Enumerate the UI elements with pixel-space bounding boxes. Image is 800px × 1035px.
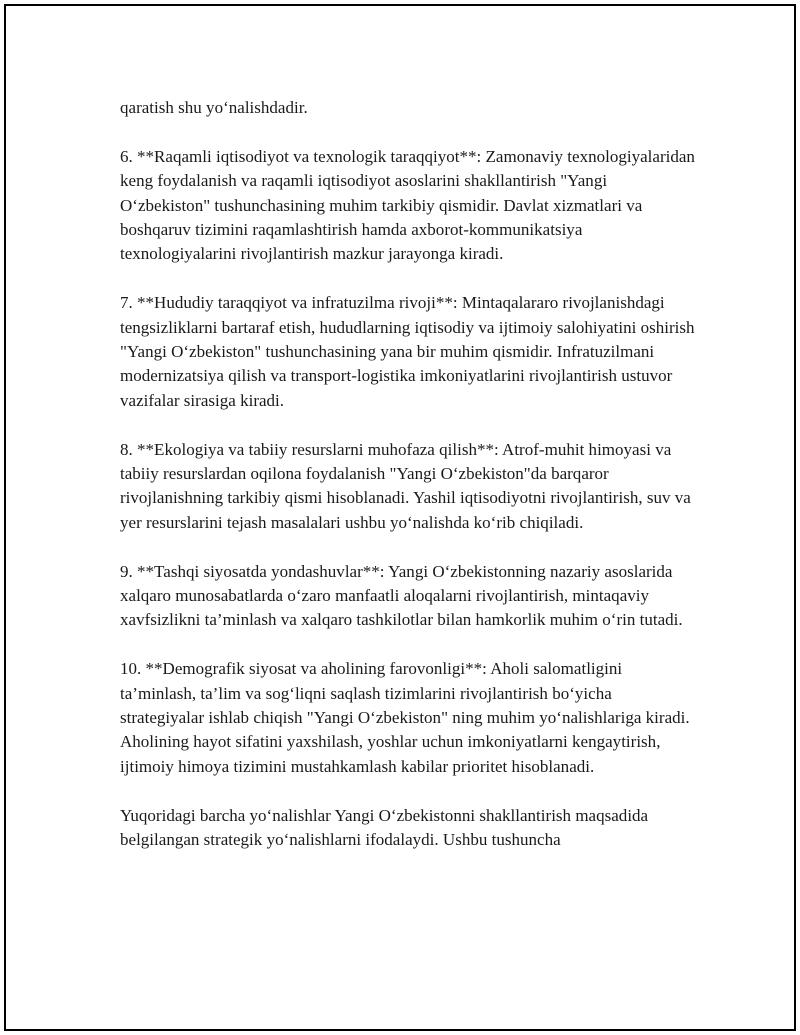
paragraph-item-10: 10. **Demografik siyosat va aholining farovonligi**: Aholi salomatligini ta’minlash, ta’lim va sog‘liqni saqlash tizimlarini rivojlantirish bo‘yicha strategiyalar ishlab chiqish "Yangi O‘zbekiston" ning muhim yo‘nalishlariga kiradi. Aholining hayot sifatini yaxshilash, yoshlar uchun imkoniyatlarni kengaytirish, ijtimoiy himoya tizimini mustahkamlash kabilar prioritet hisoblanadi. bbox=[120, 659, 690, 776]
paragraph-continuation: qaratish shu yo‘nalishdadir. bbox=[120, 98, 308, 117]
paragraph-item-9: 9. **Tashqi siyosatda yondashuvlar**: Yangi O‘zbekistonning nazariy asoslarida xalqaro munosabatlarda o‘zaro manfaatli aloqalarni rivojlantirish, mintaqaviy xavfsizlikni ta’minlash va xalqaro tashkilotlar bilan hamkorlik muhim o‘rin tutadi. bbox=[120, 561, 683, 630]
paragraph-item-6: 6. **Raqamli iqtisodiyot va texnologik taraqqiyot**: Zamonaviy texnologiyalaridan keng foydalanish va raqamli iqtisodiyot asoslarini shakllantirish "Yangi O‘zbekiston" tushunchasining muhim tarkibiy qismidir. Davlat xizmatlari va boshqaruv tizimini raqamlashtirish hamda axborot-kommunikatsiya texnologiyalarini rivojlantirish mazkur jarayonga kiradi. bbox=[120, 146, 695, 264]
paragraph-item-7: 7. **Hududiy taraqqiyot va infratuzilma rivoji**: Mintaqalararo rivojlanishdagi tengsizliklarni bartaraf etish, hududlarning iqtisodiy va ijtimoiy salohiyatini oshirish "Yangi O‘zbekiston" tushunchasining yana bir muhim qismidir. Infratuzilmani modernizatsiya qilish va transport-logistika imkoniyatlarini rivojlantirish ustuvor vazifalar sirasiga kiradi. bbox=[120, 293, 695, 410]
page-frame bbox=[4, 4, 796, 1031]
document-body bbox=[120, 96, 700, 853]
paragraph-conclusion: Yuqoridagi barcha yo‘nalishlar Yangi O‘zbekistonni shakllantirish maqsadida belgilangan strategik yo‘nalishlarni ifodalaydi. Ushbu tushuncha bbox=[120, 805, 649, 850]
paragraph-item-8: 8. **Ekologiya va tabiiy resurslarni muhofaza qilish**: Atrof-muhit himoyasi va tabiiy resurslardan oqilona foydalanish "Yangi O‘zbekiston"da barqaror rivojlanishning tarkibiy qismi hisoblanadi. Yashil iqtisodiyotni rivojlantirish, suv va yer resurslarini tejash masalalari ushbu yo‘nalishda ko‘rib chiqiladi. bbox=[120, 439, 691, 532]
